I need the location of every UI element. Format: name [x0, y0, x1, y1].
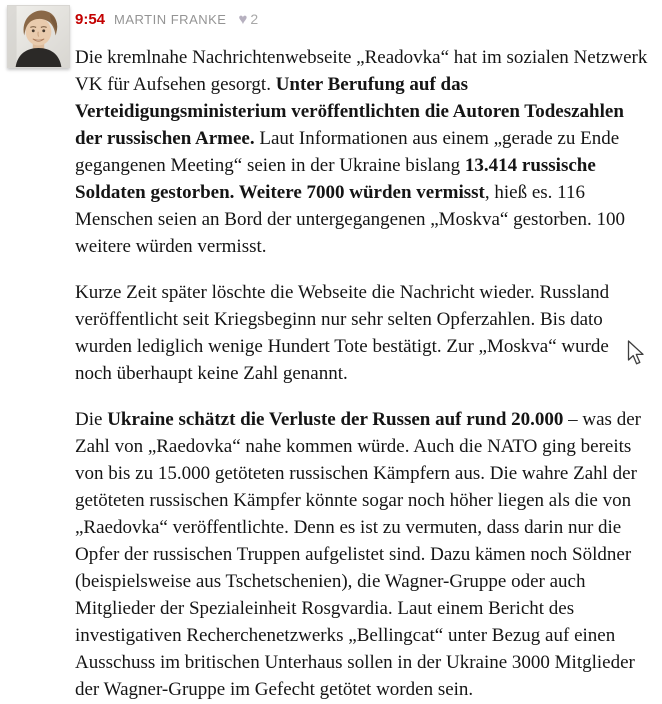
bold-text-segment: Unter Berufung auf das Verteidigungsministerium veröffentlichten die Autoren Todeszahlen der russischen Armee. [75, 74, 624, 149]
post-content [75, 0, 648, 703]
bold-text-segment: Ukraine schätzt die Verluste der Russen auf rund 20.000 [107, 409, 564, 430]
post-time: 9:54 [75, 11, 106, 28]
post-body [75, 44, 648, 703]
text-segment: Die [75, 409, 108, 430]
author-portrait-image [8, 6, 69, 67]
like-button[interactable] [238, 11, 258, 27]
text-segment: Kurze Zeit später löschte die Webseite die Nachricht wieder. Russland veröffentlicht seit Kriegsbeginn nur sehr selten Opferzahlen. Bis dato wurden lediglich wenige Hundert Tote bestätigt. Zur „Moskva“ wurde noch überhaupt keine Zahl genannt. [75, 282, 610, 384]
text-segment: Laut Informationen aus einem „gerade zu Ende gegangenen Meeting“ seien in der Ukraine bislang [75, 128, 620, 176]
heart-icon[interactable]: ♥ [238, 11, 248, 28]
text-segment: Die kremlnahe Nachrichtenwebseite „Readovka“ hat im sozialen Netzwerk VK für Aufsehen gesorgt. [75, 47, 648, 95]
bold-text-segment: 13.414 russische Soldaten gestorben. Weitere 7000 würden vermisst [75, 155, 596, 203]
paragraph [75, 279, 648, 387]
like-count: 2 [250, 11, 259, 27]
paragraph [75, 406, 648, 703]
text-segment: , hieß es. 116 Menschen seien an Bord der untergegangenen „Moskva“ gestorben. 100 weitere würden vermisst. [75, 182, 625, 257]
text-segment: – was der Zahl von „Raedovka“ nahe kommen würde. Auch die NATO ging bereits von bis zu 15.000 getöteten russischen Kämpfern aus. Die wahre Zahl der getöteten russischen Kämpfer könnte sogar noch höher liegen als die von „Raedovka“ veröffentlichte. Denn es ist zu vermuten, dass darin nur die Opfer der russischen Truppen aufgelistet sind. Dazu kämen noch Söldner (beispielsweise aus Tschetschenien), die Wagner-Gruppe oder auch Mitglieder der Spezialeinheit Rosgvardia. Laut einem Bericht des investigativen Recherchenetzwerks „Bellingcat“ unter Bezug auf einen Ausschuss im britischen Unterhaus sollen in der Ukraine 3000 Mitglieder der Wagner-Gruppe im Gefecht getötet worden sein. [75, 409, 641, 700]
post-header [75, 0, 648, 28]
paragraph [75, 44, 648, 260]
avatar [7, 5, 70, 68]
post-author: MARTIN FRANKE [114, 12, 227, 27]
